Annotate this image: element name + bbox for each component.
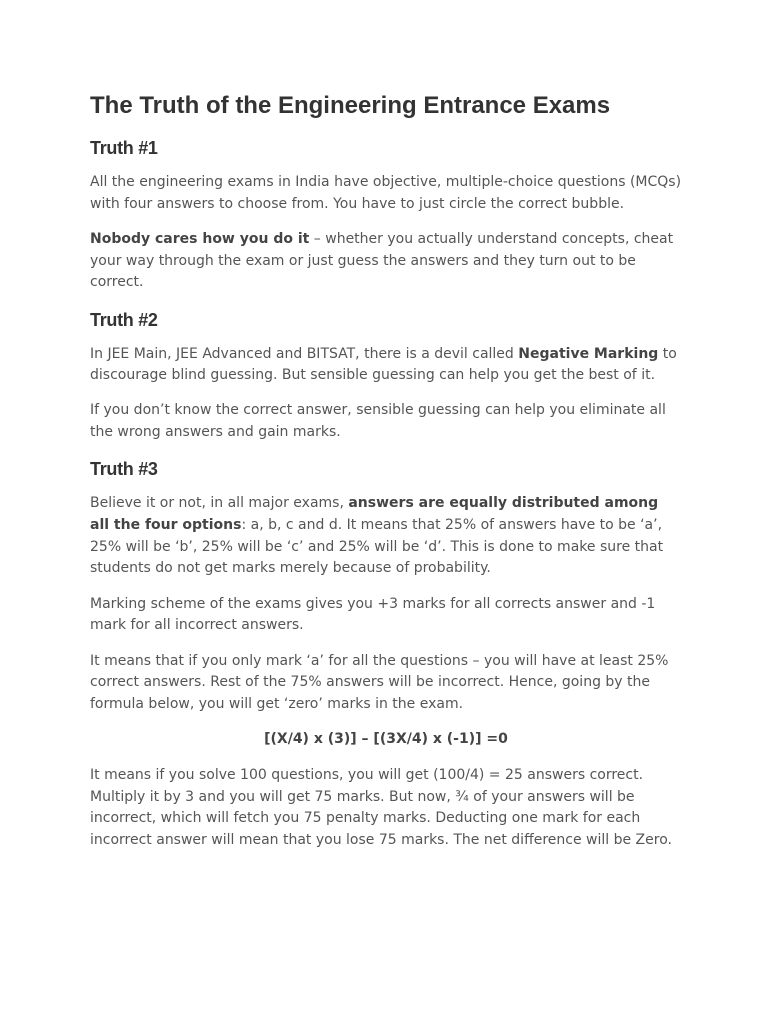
section-heading-truth-1: Truth #1	[90, 138, 158, 158]
paragraph-truth-2-1	[90, 344, 682, 387]
paragraph-truth-3-3	[90, 651, 682, 716]
paragraph-truth-3-2	[90, 594, 682, 637]
page-title: The Truth of the Engineering Entrance Exams	[90, 92, 611, 119]
paragraph-text: – whether you actually understand concepts, cheat your way through the exam or just guess the answers and they turn out to be correct.	[90, 230, 674, 291]
paragraph-bold-text: answers are equally distributed among all the four options	[90, 495, 659, 534]
paragraph-text: Believe it or not, in all major exams,	[90, 495, 349, 512]
paragraph-text: It means if you solve 100 questions, you will get (100/4) = 25 answers correct. Multiply it by 3 and you will get 75 marks. But now, ¾ of your answers will be incorrect, which will fetch you 75 penalty marks. Deducting one mark for each incorrect answer will mean that you lose 75 marks. The net difference will be Zero.	[90, 766, 672, 848]
paragraph-text: All the engineering exams in India have objective, multiple-choice questions (MCQs) with four answers to choose from. You have to just circle the correct bubble.	[90, 174, 682, 212]
paragraph-truth-3-1	[90, 493, 682, 580]
paragraph-text: : a, b, c and d. It means that 25% of answers have to be ‘a’, 25% will be ‘b’, 25% will be ‘c’ and 25% will be ‘d’. This is done to make sure that students do not get marks merely because of probability.	[90, 517, 664, 577]
paragraph-text: In JEE Main, JEE Advanced and BITSAT, there is a devil called	[90, 345, 519, 362]
paragraph-truth-3-4	[90, 765, 682, 852]
paragraph-text: to discourage blind guessing. But sensible guessing can help you get the best of it.	[90, 345, 677, 384]
section-heading-truth-3: Truth #3	[90, 459, 158, 480]
paragraph-truth-2-2	[90, 400, 682, 443]
paragraph-text: If you don’t know the correct answer, sensible guessing can help you eliminate all the wrong answers and gain marks.	[90, 402, 666, 441]
paragraph-truth-1-2	[90, 229, 682, 294]
formula: [(X/4) x (3)] – [(3X/4) x (-1)] =0	[264, 731, 508, 748]
document-page	[90, 88, 682, 865]
section-heading-truth-2: Truth #2	[90, 309, 158, 330]
paragraph-bold-text: Negative Marking	[518, 345, 659, 362]
paragraph-text: It means that if you only mark ‘a’ for all the questions – you will have at least 25% correct answers. Rest of the 75% answers will be incorrect. Hence, going by the formula below, you will get ‘zero’ marks in the exam.	[90, 652, 669, 712]
paragraph-bold-text: Nobody cares how you do it	[90, 230, 310, 247]
paragraph-text: Marking scheme of the exams gives you +3 marks for all corrects answer and -1 mark for all incorrect answers.	[90, 595, 656, 634]
paragraph-truth-1-1	[90, 172, 682, 215]
